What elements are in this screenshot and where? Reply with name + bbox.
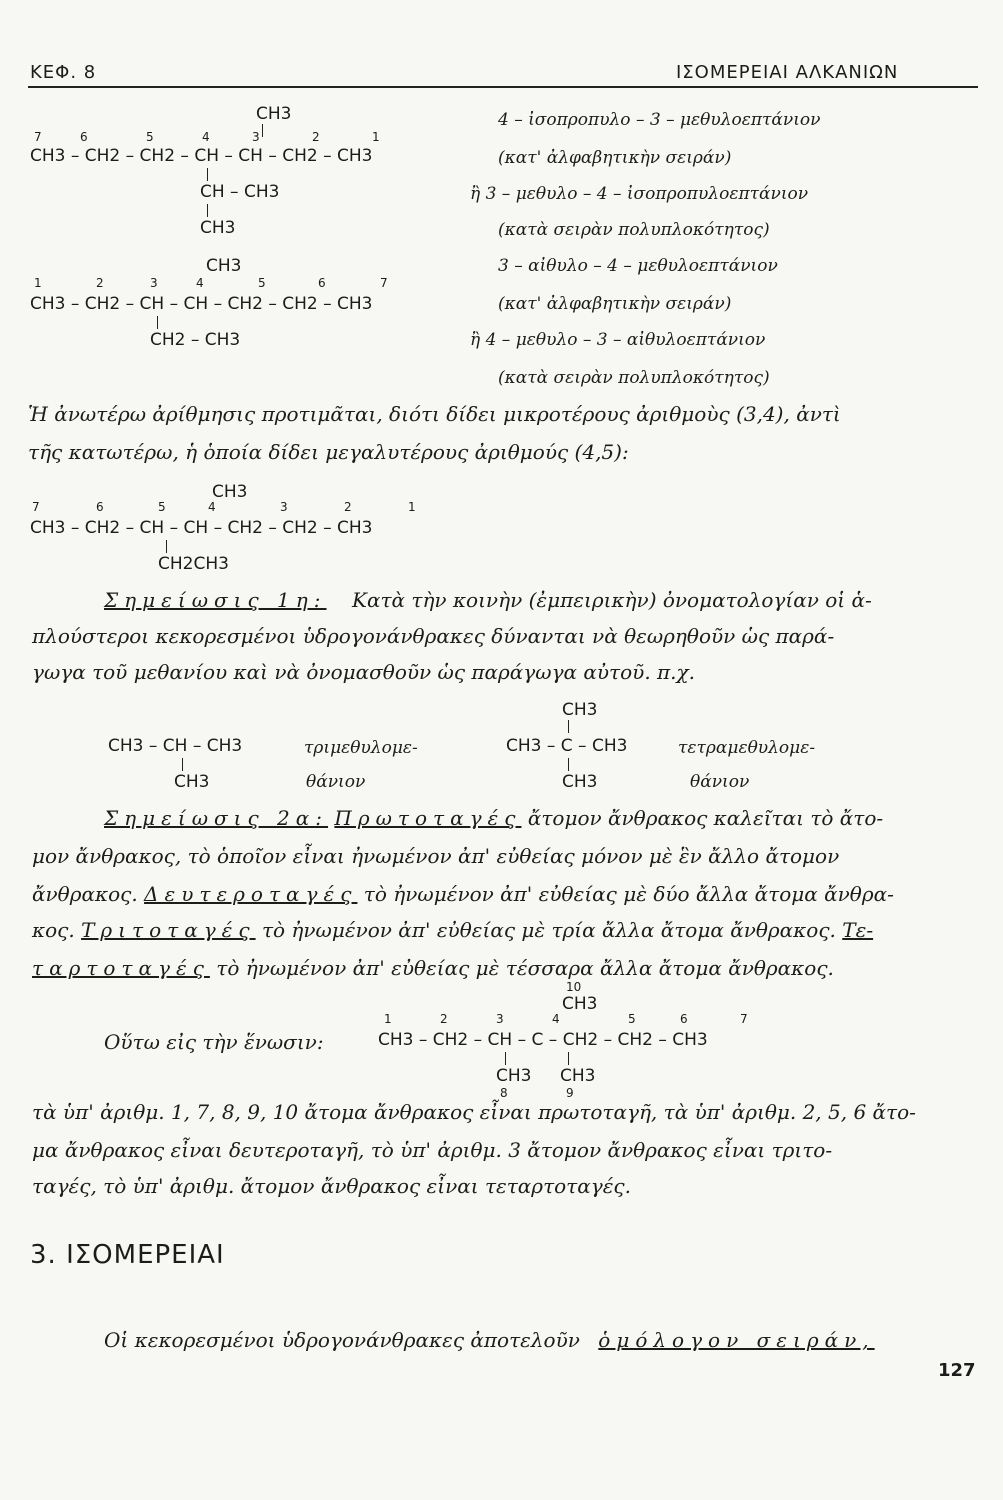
s4-num: 5 (628, 1012, 636, 1026)
note-2-line: ἄνθρακος. Δευτεροταγές τὸ ἠνωμένον ἀπ' εὐθείας μὲ δύο ἄλλα ἄτομα ἄνθρα- (32, 882, 894, 906)
s1-num: 4 (202, 130, 210, 144)
s4-num: 7 (740, 1012, 748, 1026)
ex1-name: τριμεθυλομε- (304, 738, 418, 758)
s4-num-8: 8 (500, 1086, 508, 1100)
s3-main-chain: CH3 – CH2 – CH – CH – CH2 – CH2 – CH3 (30, 518, 373, 538)
s4-num: 1 (384, 1012, 392, 1026)
s2-top-methyl: CH3 (206, 256, 242, 276)
ex2-formula: CH3 – C – CH3 (506, 736, 628, 756)
paragraph-line: τῆς κατωτέρω, ἡ ὁποία δίδει μεγαλυτέρους ἀριθμούς (4,5): (28, 440, 629, 464)
paragraph-line: ταγές, τὸ ὑπ' ἀριθμ. ἄτομον ἄνθρακος εἶναι τεταρτοταγές. (32, 1174, 631, 1198)
ex2-name-2: θάνιον (690, 772, 750, 792)
term-quaternary: ταρτοταγές (32, 956, 210, 980)
s4-top-methyl: CH3 (562, 994, 598, 1014)
note-2-line: μον ἄνθρακος, τὸ ὁποῖον εἶναι ἠνωμένον ἀπ' εὐθείας μόνον μὲ ἓν ἄλλο ἄτομον (32, 844, 840, 868)
ex2-sub: CH3 (562, 772, 598, 792)
s4-num-9: 9 (566, 1086, 574, 1100)
s3-num: 4 (208, 500, 216, 514)
page-title: ΙΣΟΜΕΡΕΙΑΙ ΑΛΚΑΝΙΩΝ (676, 62, 899, 83)
s2-branch: CH2 – CH3 (150, 330, 241, 350)
s4-num: 6 (680, 1012, 688, 1026)
s2-name-1-note: (κατ' ἀλφαβητικὴν σειράν) (498, 294, 732, 314)
note-1-label: Σημείωσις 1η: (104, 588, 327, 612)
ex2-bond (568, 720, 569, 733)
ex2-top: CH3 (562, 700, 598, 720)
s1-name-1-note: (κατ' ἀλφαβητικὴν σειράν) (498, 148, 732, 168)
s1-bond (207, 204, 208, 217)
last-line: Οἱ κεκορεσμένοι ὑδρογονάνθρακες ἀποτελοῦν ὁμόλογον σειράν, (104, 1328, 875, 1352)
paragraph-line: μα ἄνθρακος εἶναι δευτεροταγῆ, τὸ ὑπ' ἀριθμ. 3 ἄτομον ἄνθρακος εἶναι τριτο- (32, 1138, 833, 1162)
s1-num: 6 (80, 130, 88, 144)
note-1-line: γωγα τοῦ μεθανίου καὶ νὰ ὀνομασθοῦν ὡς παράγωγα αὐτοῦ. π.χ. (32, 660, 696, 684)
s2-num: 6 (318, 276, 326, 290)
term-primary: Πρωτοταγές (334, 806, 522, 830)
s1-name-1: 4 – ἰσοπροπυλο – 3 – μεθυλοεπτάνιον (498, 110, 821, 130)
s4-main-chain: CH3 – CH2 – CH – C – CH2 – CH2 – CH3 (378, 1030, 708, 1050)
s4-branch-9: CH3 (560, 1066, 596, 1086)
ex1-name-2: θάνιον (306, 772, 366, 792)
s1-name-2: ἢ 3 – μεθυλο – 4 – ἰσοπροπυλοεπτάνιον (470, 184, 809, 204)
note-2-line: ταρτοταγές τὸ ἠνωμένον ἀπ' εὐθείας μὲ τέσσαρα ἄλλα ἄτομα ἄνθρακος. (32, 956, 834, 980)
s4-intro: Οὕτω εἰς τὴν ἕνωσιν: (104, 1030, 324, 1054)
s3-bond (166, 540, 167, 553)
s1-num: 2 (312, 130, 320, 144)
s2-name-1: 3 – αἰθυλο – 4 – μεθυλοεπτάνιον (498, 256, 778, 276)
s4-num: 2 (440, 1012, 448, 1026)
s3-branch: CH2CH3 (158, 554, 229, 574)
s2-num: 5 (258, 276, 266, 290)
note-2-line: κος. Τριτοταγές τὸ ἠνωμένον ἀπ' εὐθείας μὲ τρία ἄλλα ἄτομα ἄνθρακος. Τε- (32, 918, 874, 942)
s3-num: 2 (344, 500, 352, 514)
s4-branch-8: CH3 (496, 1066, 532, 1086)
term-secondary: Δευτεροταγές (144, 882, 358, 906)
s1-main-chain: CH3 – CH2 – CH2 – CH – CH – CH2 – CH3 (30, 146, 373, 166)
ex2-bond (568, 758, 569, 771)
s3-num: 1 (408, 500, 416, 514)
s1-name-2-note: (κατὰ σειρὰν πολυπλοκότητος) (498, 220, 770, 240)
ex1-formula: CH3 – CH – CH3 (108, 736, 243, 756)
paragraph-line: Ἡ ἀνωτέρω ἀρίθμησις προτιμᾶται, διότι δίδει μικροτέρους ἀριθμοὺς (3,4), ἀντὶ (28, 402, 841, 426)
s3-top-methyl: CH3 (212, 482, 248, 502)
s1-num: 7 (34, 130, 42, 144)
s4-bond (505, 1052, 506, 1065)
s1-num: 3 (252, 130, 260, 144)
ex1-bond (182, 758, 183, 771)
s1-num: 1 (372, 130, 380, 144)
note-1-line: Κατὰ τὴν κοινὴν (ἐμπειρικὴν) ὀνοματολογίαν οἱ ἁ- (352, 588, 872, 612)
s3-num: 6 (96, 500, 104, 514)
ex1-sub: CH3 (174, 772, 210, 792)
s2-bond (157, 316, 158, 329)
s4-num: 4 (552, 1012, 560, 1026)
s4-bond (568, 1052, 569, 1065)
paragraph-line: τὰ ὑπ' ἀριθμ. 1, 7, 8, 9, 10 ἄτομα ἄνθρακος εἶναι πρωτοταγῆ, τὰ ὑπ' ἀριθμ. 2, 5, 6 ἄτο- (32, 1100, 916, 1124)
s3-num: 5 (158, 500, 166, 514)
chapter-label: ΚΕΦ. 8 (30, 62, 97, 83)
section-heading: 3. ΙΣΟΜΕΡΕΙΑΙ (30, 1240, 225, 1270)
s2-num: 1 (34, 276, 42, 290)
page-number: 127 (938, 1360, 976, 1381)
s1-num: 5 (146, 130, 154, 144)
s3-num: 3 (280, 500, 288, 514)
s2-num: 4 (196, 276, 204, 290)
s2-num: 2 (96, 276, 104, 290)
s1-bond (207, 168, 208, 181)
s3-num: 7 (32, 500, 40, 514)
homologous-series-term: ὁμόλογον σειράν, (598, 1328, 875, 1352)
s4-num-10: 10 (566, 980, 582, 994)
s1-top-methyl: CH3 (256, 104, 292, 124)
ex2-name: τετραμεθυλομε- (678, 738, 816, 758)
term-quaternary-start: Τε- (842, 918, 874, 942)
note-2-line: Σημείωσις 2α: Πρωτοταγές ἄτομον ἄνθρακος καλεῖται τὸ ἄτο- (104, 806, 884, 830)
s2-main-chain: CH3 – CH2 – CH – CH – CH2 – CH2 – CH3 (30, 294, 373, 314)
s2-num: 3 (150, 276, 158, 290)
s4-num: 3 (496, 1012, 504, 1026)
s1-branch-end: CH3 (200, 218, 236, 238)
header-rule (28, 86, 978, 88)
s1-branch: CH – CH3 (200, 182, 280, 202)
term-tertiary: Τριτοταγές (81, 918, 256, 942)
s2-name-2-note: (κατὰ σειρὰν πολυπλοκότητος) (498, 368, 770, 388)
note-1-line: πλούστεροι κεκορεσμένοι ὑδρογονάνθρακες δύνανται νὰ θεωρηθοῦν ὡς παρά- (32, 624, 835, 648)
s1-bond-top (262, 124, 263, 137)
s2-name-2: ἢ 4 – μεθυλο – 3 – αἰθυλοεπτάνιον (470, 330, 766, 350)
s2-num: 7 (380, 276, 388, 290)
